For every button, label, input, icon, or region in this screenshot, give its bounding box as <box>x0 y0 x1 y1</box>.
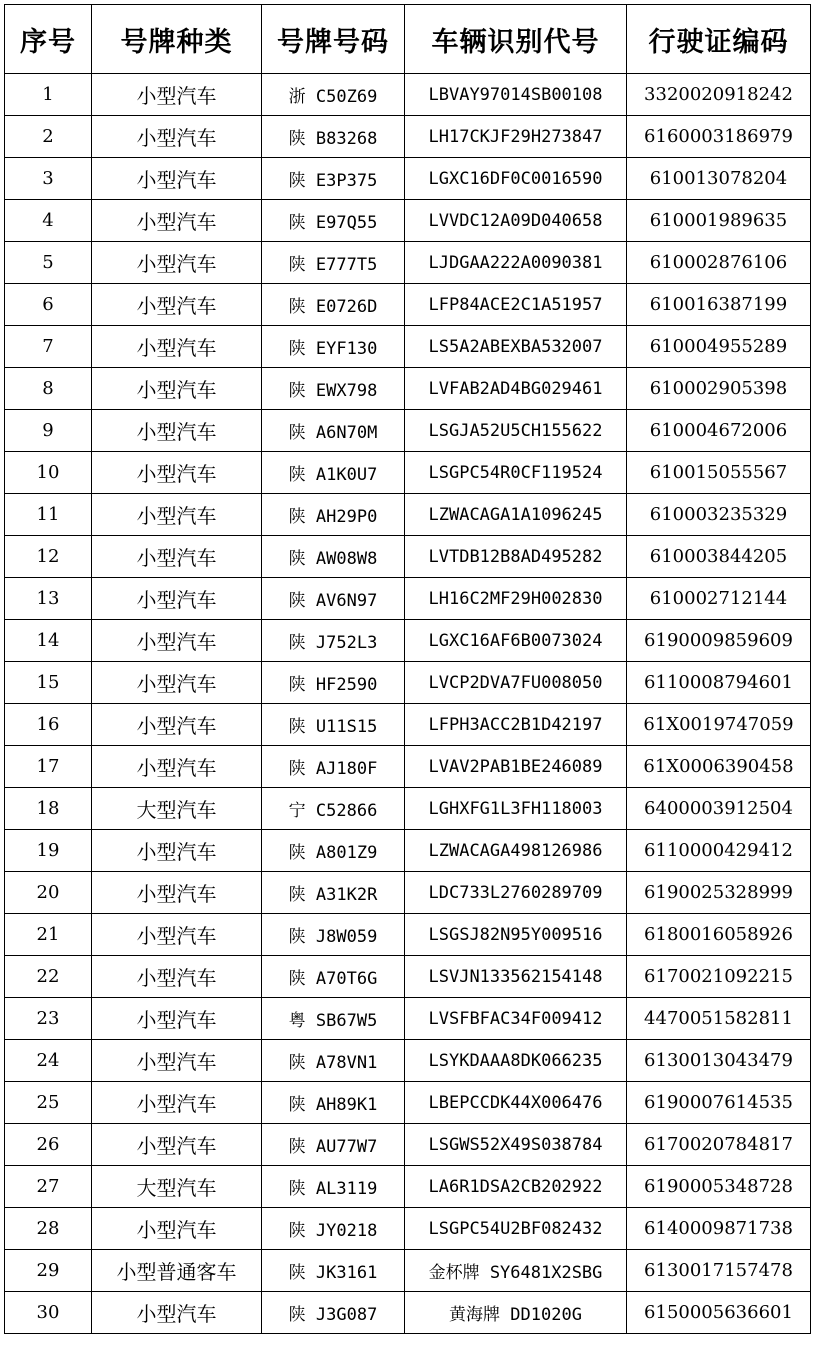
cell-license-code: 6140009871738 <box>627 1208 811 1250</box>
table-row <box>5 284 811 326</box>
cell-plate-type: 小型汽车 <box>92 200 262 242</box>
table-row <box>5 1082 811 1124</box>
cell-plate-type: 小型汽车 <box>92 326 262 368</box>
cell-plate-number: 陕 AV6N97 <box>262 578 405 620</box>
cell-serial-number: 20 <box>5 872 92 914</box>
cell-serial-number: 3 <box>5 158 92 200</box>
table-row <box>5 1166 811 1208</box>
cell-serial-number: 23 <box>5 998 92 1040</box>
cell-vin: LFP84ACE2C1A51957 <box>405 284 627 326</box>
vehicle-table-container <box>4 4 811 1334</box>
cell-license-code: 6190005348728 <box>627 1166 811 1208</box>
cell-plate-type: 小型汽车 <box>92 704 262 746</box>
header-serial-number: 序号 <box>5 5 92 74</box>
cell-serial-number: 17 <box>5 746 92 788</box>
cell-plate-number: 陕 E0726D <box>262 284 405 326</box>
cell-serial-number: 11 <box>5 494 92 536</box>
cell-plate-number: 陕 J3G087 <box>262 1292 405 1334</box>
cell-serial-number: 16 <box>5 704 92 746</box>
vehicle-table <box>4 4 811 1334</box>
cell-license-code: 610004672006 <box>627 410 811 452</box>
cell-plate-type: 小型汽车 <box>92 914 262 956</box>
table-row <box>5 746 811 788</box>
cell-plate-number: 陕 A6N70M <box>262 410 405 452</box>
cell-plate-type: 小型汽车 <box>92 158 262 200</box>
cell-plate-number: 陕 J8W059 <box>262 914 405 956</box>
cell-plate-number: 陕 AH29P0 <box>262 494 405 536</box>
cell-vin: LS5A2ABEXBA532007 <box>405 326 627 368</box>
cell-serial-number: 5 <box>5 242 92 284</box>
table-row <box>5 998 811 1040</box>
cell-license-code: 610001989635 <box>627 200 811 242</box>
cell-vin: LSGPC54R0CF119524 <box>405 452 627 494</box>
table-row <box>5 116 811 158</box>
cell-serial-number: 1 <box>5 74 92 116</box>
table-row <box>5 1124 811 1166</box>
cell-serial-number: 14 <box>5 620 92 662</box>
cell-plate-number: 陕 J752L3 <box>262 620 405 662</box>
cell-plate-type: 小型汽车 <box>92 74 262 116</box>
cell-license-code: 610013078204 <box>627 158 811 200</box>
table-row <box>5 704 811 746</box>
cell-plate-number: 陕 A70T6G <box>262 956 405 998</box>
cell-plate-type: 大型汽车 <box>92 788 262 830</box>
cell-license-code: 6110000429412 <box>627 830 811 872</box>
cell-vin: LVFAB2AD4BG029461 <box>405 368 627 410</box>
cell-license-code: 610002905398 <box>627 368 811 410</box>
cell-plate-number: 陕 AW08W8 <box>262 536 405 578</box>
cell-vin: LZWACAGA498126986 <box>405 830 627 872</box>
cell-serial-number: 21 <box>5 914 92 956</box>
cell-plate-type: 小型汽车 <box>92 1040 262 1082</box>
cell-serial-number: 8 <box>5 368 92 410</box>
cell-license-code: 610015055567 <box>627 452 811 494</box>
cell-license-code: 6130017157478 <box>627 1250 811 1292</box>
cell-vin: LSGWS52X49S038784 <box>405 1124 627 1166</box>
cell-vin: LSYKDAAA8DK066235 <box>405 1040 627 1082</box>
cell-serial-number: 9 <box>5 410 92 452</box>
cell-serial-number: 2 <box>5 116 92 158</box>
cell-plate-type: 小型汽车 <box>92 998 262 1040</box>
header-license-code: 行驶证编码 <box>627 5 811 74</box>
cell-plate-type: 小型普通客车 <box>92 1250 262 1292</box>
table-row <box>5 578 811 620</box>
cell-license-code: 6190007614535 <box>627 1082 811 1124</box>
cell-plate-number: 陕 AH89K1 <box>262 1082 405 1124</box>
cell-plate-type: 小型汽车 <box>92 284 262 326</box>
table-row <box>5 158 811 200</box>
cell-plate-type: 小型汽车 <box>92 830 262 872</box>
cell-vin: LSGPC54U2BF082432 <box>405 1208 627 1250</box>
cell-serial-number: 6 <box>5 284 92 326</box>
header-vin: 车辆识别代号 <box>405 5 627 74</box>
cell-plate-number: 陕 U11S15 <box>262 704 405 746</box>
cell-plate-number: 陕 EYF130 <box>262 326 405 368</box>
cell-plate-number: 陕 EWX798 <box>262 368 405 410</box>
cell-plate-number: 宁 C52866 <box>262 788 405 830</box>
table-row <box>5 1208 811 1250</box>
cell-plate-number: 浙 C50Z69 <box>262 74 405 116</box>
table-row <box>5 74 811 116</box>
cell-plate-number: 陕 AL3119 <box>262 1166 405 1208</box>
cell-plate-type: 小型汽车 <box>92 1292 262 1334</box>
table-row <box>5 872 811 914</box>
cell-license-code: 6400003912504 <box>627 788 811 830</box>
cell-serial-number: 4 <box>5 200 92 242</box>
cell-vin: LBEPCCDK44X006476 <box>405 1082 627 1124</box>
cell-vin: LDC733L2760289709 <box>405 872 627 914</box>
cell-plate-number: 陕 AU77W7 <box>262 1124 405 1166</box>
cell-serial-number: 13 <box>5 578 92 620</box>
cell-license-code: 610004955289 <box>627 326 811 368</box>
cell-serial-number: 25 <box>5 1082 92 1124</box>
cell-plate-number: 陕 A31K2R <box>262 872 405 914</box>
cell-plate-type: 小型汽车 <box>92 620 262 662</box>
cell-vin: LGHXFG1L3FH118003 <box>405 788 627 830</box>
cell-serial-number: 12 <box>5 536 92 578</box>
header-plate-number: 号牌号码 <box>262 5 405 74</box>
cell-plate-type: 小型汽车 <box>92 242 262 284</box>
table-row <box>5 326 811 368</box>
table-row <box>5 1040 811 1082</box>
table-row <box>5 410 811 452</box>
cell-vin: LVSFBFAC34F009412 <box>405 998 627 1040</box>
cell-serial-number: 22 <box>5 956 92 998</box>
cell-vin: 金杯牌 SY6481X2SBG <box>405 1250 627 1292</box>
header-plate-type: 号牌种类 <box>92 5 262 74</box>
cell-vin: LJDGAA222A0090381 <box>405 242 627 284</box>
table-row <box>5 956 811 998</box>
cell-plate-type: 小型汽车 <box>92 410 262 452</box>
cell-vin: LSVJN133562154148 <box>405 956 627 998</box>
table-row <box>5 1292 811 1334</box>
table-row <box>5 200 811 242</box>
cell-plate-type: 小型汽车 <box>92 1082 262 1124</box>
cell-license-code: 6170021092215 <box>627 956 811 998</box>
table-row <box>5 494 811 536</box>
cell-plate-number: 陕 A1K0U7 <box>262 452 405 494</box>
cell-serial-number: 28 <box>5 1208 92 1250</box>
cell-vin: LVTDB12B8AD495282 <box>405 536 627 578</box>
cell-vin: LVCP2DVA7FU008050 <box>405 662 627 704</box>
cell-plate-type: 小型汽车 <box>92 872 262 914</box>
cell-serial-number: 27 <box>5 1166 92 1208</box>
cell-vin: LGXC16AF6B0073024 <box>405 620 627 662</box>
cell-plate-type: 小型汽车 <box>92 452 262 494</box>
cell-vin: LFPH3ACC2B1D42197 <box>405 704 627 746</box>
cell-license-code: 3320020918242 <box>627 74 811 116</box>
table-row <box>5 536 811 578</box>
cell-license-code: 6180016058926 <box>627 914 811 956</box>
table-row <box>5 242 811 284</box>
cell-serial-number: 29 <box>5 1250 92 1292</box>
cell-vin: LBVAY97014SB00108 <box>405 74 627 116</box>
cell-vin: LA6R1DSA2CB202922 <box>405 1166 627 1208</box>
table-row <box>5 662 811 704</box>
cell-plate-type: 小型汽车 <box>92 956 262 998</box>
cell-serial-number: 30 <box>5 1292 92 1334</box>
cell-license-code: 61X0019747059 <box>627 704 811 746</box>
cell-plate-type: 大型汽车 <box>92 1166 262 1208</box>
cell-serial-number: 7 <box>5 326 92 368</box>
cell-plate-type: 小型汽车 <box>92 494 262 536</box>
cell-plate-type: 小型汽车 <box>92 368 262 410</box>
cell-license-code: 6110008794601 <box>627 662 811 704</box>
cell-plate-number: 陕 E97Q55 <box>262 200 405 242</box>
cell-vin: LZWACAGA1A1096245 <box>405 494 627 536</box>
cell-license-code: 6170020784817 <box>627 1124 811 1166</box>
cell-plate-type: 小型汽车 <box>92 536 262 578</box>
cell-plate-number: 陕 AJ180F <box>262 746 405 788</box>
table-row <box>5 452 811 494</box>
cell-license-code: 6190009859609 <box>627 620 811 662</box>
cell-serial-number: 24 <box>5 1040 92 1082</box>
cell-plate-number: 陕 B83268 <box>262 116 405 158</box>
cell-license-code: 610002712144 <box>627 578 811 620</box>
cell-plate-number: 陕 A78VN1 <box>262 1040 405 1082</box>
cell-plate-number: 陕 E3P375 <box>262 158 405 200</box>
cell-plate-number: 陕 E777T5 <box>262 242 405 284</box>
table-row <box>5 788 811 830</box>
cell-serial-number: 15 <box>5 662 92 704</box>
cell-plate-type: 小型汽车 <box>92 662 262 704</box>
table-row <box>5 830 811 872</box>
cell-vin: LSGSJ82N95Y009516 <box>405 914 627 956</box>
cell-license-code: 6150005636601 <box>627 1292 811 1334</box>
cell-plate-number: 陕 HF2590 <box>262 662 405 704</box>
cell-license-code: 6130013043479 <box>627 1040 811 1082</box>
cell-vin: LH17CKJF29H273847 <box>405 116 627 158</box>
cell-license-code: 61X0006390458 <box>627 746 811 788</box>
cell-serial-number: 19 <box>5 830 92 872</box>
cell-plate-number: 陕 A801Z9 <box>262 830 405 872</box>
cell-vin: LH16C2MF29H002830 <box>405 578 627 620</box>
cell-vin: LSGJA52U5CH155622 <box>405 410 627 452</box>
cell-plate-number: 粤 SB67W5 <box>262 998 405 1040</box>
cell-plate-type: 小型汽车 <box>92 578 262 620</box>
cell-serial-number: 10 <box>5 452 92 494</box>
cell-license-code: 6160003186979 <box>627 116 811 158</box>
cell-plate-type: 小型汽车 <box>92 746 262 788</box>
cell-license-code: 610002876106 <box>627 242 811 284</box>
cell-plate-type: 小型汽车 <box>92 1208 262 1250</box>
cell-vin: LVAV2PAB1BE246089 <box>405 746 627 788</box>
cell-plate-type: 小型汽车 <box>92 116 262 158</box>
table-row <box>5 1250 811 1292</box>
cell-license-code: 610003844205 <box>627 536 811 578</box>
table-row <box>5 368 811 410</box>
cell-vin: 黄海牌 DD1020G <box>405 1292 627 1334</box>
table-body <box>5 74 811 1334</box>
table-row <box>5 914 811 956</box>
cell-license-code: 610016387199 <box>627 284 811 326</box>
cell-license-code: 610003235329 <box>627 494 811 536</box>
table-row <box>5 620 811 662</box>
cell-serial-number: 26 <box>5 1124 92 1166</box>
cell-license-code: 6190025328999 <box>627 872 811 914</box>
cell-license-code: 4470051582811 <box>627 998 811 1040</box>
cell-vin: LGXC16DF0C0016590 <box>405 158 627 200</box>
cell-plate-number: 陕 JK3161 <box>262 1250 405 1292</box>
cell-plate-type: 小型汽车 <box>92 1124 262 1166</box>
cell-plate-number: 陕 JY0218 <box>262 1208 405 1250</box>
cell-vin: LVVDC12A09D040658 <box>405 200 627 242</box>
cell-serial-number: 18 <box>5 788 92 830</box>
header-row <box>5 5 811 74</box>
